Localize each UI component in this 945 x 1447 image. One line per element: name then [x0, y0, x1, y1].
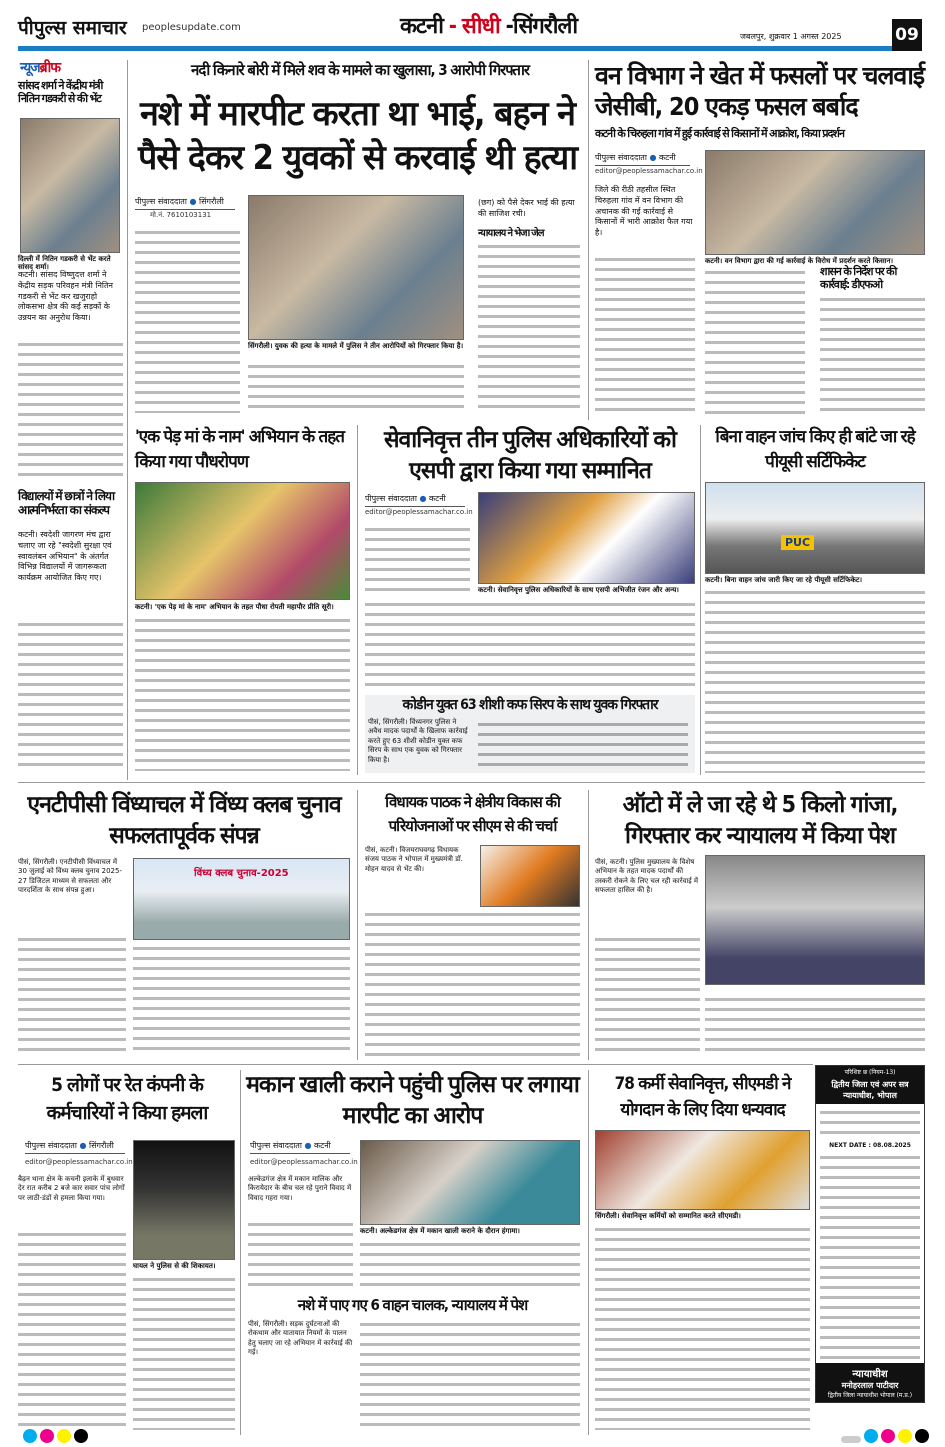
ntpc-body-2: [133, 944, 350, 1056]
forest-lede: जिले की रीठी तहसील स्थित चिरुहला गांव में वन विभाग की अचानक की गई कार्रवाई से किसानों में भारी आक्रोश फैल गया है।: [595, 185, 693, 238]
lead-lede: (छग) को पैसे देकर भाई की हत्या की साजिश रची।: [478, 198, 575, 218]
brief-label: [20, 60, 60, 76]
section-sidhi: सीधी: [461, 14, 500, 39]
ntpc-headline: एनटीपीसी विंध्याचल में विंध्य क्लब चुनाव सफलतापूर्वक संपन्न: [27, 792, 341, 850]
mla-photo: [480, 845, 580, 907]
place: सिंगरौली: [199, 197, 224, 206]
legal-notice: [815, 1065, 925, 1403]
section-katni: कटनी: [400, 14, 443, 39]
ganja-body-1: [595, 935, 700, 1055]
codeine-body: [478, 720, 688, 770]
house-byline: पीपुल्स संवाददाता ● कटनी: [250, 1140, 350, 1154]
tree-caption: कटनी। 'एक पेड़ मां के नाम' अभियान के तहत पौधा रोपती महापौर प्रीति सूरी।: [135, 603, 334, 611]
sand-body-2: [133, 1275, 235, 1430]
brief-lede: कटनी। सांसद विष्णुदत्त शर्मा ने केंद्रीय सड़क परिवहन मंत्री नितिन गडकरी से भेंट कर खजुराहो लोकसभा क्षेत्र की कई सड़कों के उन्नयन का अनुरोध किया।: [18, 270, 113, 323]
school-headline: विद्यालयों में छात्रों ने लिया आत्मनिर्भरता का संकल्प: [18, 489, 115, 517]
retire-body: [595, 1225, 810, 1430]
brief-headline: सांसद शर्मा ने केंद्रीय मंत्री नितिन गडकरी से की भेंट: [18, 79, 103, 105]
lead-byline: पीपुल्स संवाददाता ● सिंगरौली: [135, 196, 235, 210]
ganja-headline: ऑटो में ले जा रहे थे 5 किलो गांजा, गिरफ्तार कर न्यायालय में किया पेश: [622, 792, 898, 850]
byline: पीपुल्स संवाददाता: [135, 197, 187, 206]
retire-headline: 78 कर्मी सेवानिवृत्त, सीएमडी ने योगदान के लिए दिया धन्यवाद: [614, 1074, 791, 1120]
sand-caption: घायल ने पुलिस से की शिकायत।: [133, 1262, 216, 1270]
ntpc-lede: पीसं, सिंगरौली। एनटीपीसी विंध्याचल में 30 जुलाई को विंध्य क्लब चुनाव 2025-27 डिजिटल माध्यम से सफलता और पारदर्शिता के साथ संपन्न हुआ।: [18, 858, 122, 895]
ntpc-body-1: [18, 935, 126, 1055]
ntpc-photo: [133, 858, 350, 940]
ntpc-banner: विंध्य क्लब चुनाव-2025: [194, 868, 289, 879]
forest-caption: कटनी। वन विभाग द्वारा की गई कार्रवाई के विरोध में प्रदर्शन करते किसान।: [705, 257, 894, 265]
puc-caption: कटनी। बिना वाहन जांच जारी किए जा रहे पीयूसी सर्टिफिकेट।: [705, 576, 863, 584]
header-rule: [18, 46, 892, 51]
lead-body-2: [248, 362, 464, 414]
drunk-lede: पीसं, सिंगरौली। सड़क दुर्घटनाओं की रोकथाम और यातायात नियमों के पालन हेतु चलाए जा रहे अभियान में कार्रवाई की गई।: [248, 1320, 353, 1357]
forest-headline: वन विभाग ने खेत में फसलों पर चलवाई जेसीबी, 20 एकड़ फसल बर्बाद: [595, 61, 925, 122]
codeine-headline: कोडीन युक्त 63 शीशी कफ सिरप के साथ युवक गिरफ्तार: [402, 697, 658, 713]
codeine-lede: पीसं, सिंगरौली। विंध्यनगर पुलिस ने अवैध मादक पदार्थों के खिलाफ कार्रवाई करते हुए 63 शीशी कोडीन युक्त कफ सिरप के साथ एक युवक को गिरफ्तार किया है।: [368, 718, 468, 764]
lead-caption: सिंगरौली। युवक की हत्या के मामले में पुलिस ने तीन आरोपियों को गिरफ्तार किया है।: [248, 342, 464, 350]
forest-photo: [705, 150, 925, 255]
tree-headline: 'एक पेड़ मां के नाम' अभियान के तहत किया गया पौधरोपण: [135, 427, 344, 472]
puc-headline: बिना वाहन जांच किए ही बांटे जा रहे पीयूसी सर्टिफिकेट: [715, 427, 915, 472]
website[interactable]: peoplesupdate.com: [142, 22, 241, 33]
puc-body: [705, 588, 925, 773]
police-photo: [478, 492, 695, 584]
school-lede: कटनी। स्वदेशी जागरण मंच द्वारा चलाए जा रहे "स्वदेशी सुरक्षा एवं स्वावलंबन अभियान" के अंतर्गत विभिन्न विद्यालयों में जागरूकता कार्यक्रम आयोजित किए गए।: [18, 530, 112, 583]
puc-sign: PUC: [781, 535, 814, 550]
date: जबलपुर, शुक्रवार 1 अगस्त 2025: [740, 32, 842, 41]
ganja-lede: पीसं, कटनी। पुलिस मुख्यालय के विशेष अभियान के तहत मादक पदार्थों की तस्करी रोकने के लिए चल रही कार्रवाई में सफलता हासिल की है।: [595, 858, 699, 895]
place: कटनी: [429, 494, 446, 503]
house-lede: अल्केडगंज क्षेत्र में मकान मालिक और किरायेदार के बीच चल रहे पुराने विवाद में विवाद गहरा गया।: [248, 1175, 352, 1202]
police-caption: कटनी। सेवानिवृत्त पुलिस अधिकारियों के साथ एसपी अभिजीत रंजन और अन्य।: [478, 586, 679, 594]
sand-headline: 5 लोगों पर रेत कंपनी के कर्मचारियों ने किया हमला: [46, 1074, 208, 1124]
house-photo: [360, 1140, 580, 1225]
color-registration-marks-left: [20, 1428, 88, 1447]
police-body-1: [365, 525, 470, 595]
sand-byline: पीपुल्स संवाददाता ● सिंगरौली: [25, 1140, 125, 1154]
brief-caption: दिल्ली में नितिन गडकरी से भेंट करते सांसद शर्मा।: [18, 255, 111, 272]
lead-subhead: न्यायालय ने भेजा जेल: [478, 228, 544, 239]
drunk-body: [360, 1320, 580, 1430]
forest-byline: पीपुल्स संवाददाता ● कटनी: [595, 152, 690, 166]
police-body-2: [365, 600, 695, 688]
house-headline: मकान खाली कराने पहुंची पुलिस पर लगाया मारपीट का आरोप: [246, 1072, 579, 1130]
place: सिंगरौली: [89, 1141, 114, 1150]
page-number: 09: [892, 19, 922, 51]
section-singrauli: सिंगरौली: [512, 14, 578, 39]
ganja-photo: [705, 855, 925, 985]
brief-photo: [20, 118, 120, 253]
brief-label-a: न्यूज: [20, 60, 40, 76]
byline: पीपुल्स संवाददाता: [595, 153, 647, 162]
forest-body-3: [820, 295, 925, 415]
forest-body-2: [705, 268, 805, 415]
notice-top: परिशिष्ट छ (नियम-13): [816, 1066, 924, 1078]
forest-email[interactable]: editor@peoplessamachar.co.in: [595, 167, 703, 175]
forest-subhead: कटनी के चिरुहला गांव में हुई कार्रवाई से किसानों में आक्रोश, किया प्रदर्शन: [595, 127, 844, 140]
byline: पीपुल्स संवाददाता: [25, 1141, 77, 1150]
house-email[interactable]: editor@peoplessamachar.co.in: [250, 1158, 358, 1166]
police-headline: सेवानिवृत्त तीन पुलिस अधिकारियों को एसपी द्वारा किया गया सम्मानित: [383, 427, 677, 485]
lead-kicker: नदी किनारे बोरी में मिले शव के मामले का खुलासा, 3 आरोपी गिरफ्तार: [191, 61, 529, 79]
forest-body-1: [595, 255, 695, 415]
section-title: [400, 14, 577, 39]
logo: पीपुल्स समाचार: [18, 17, 127, 39]
mla-headline: विधायक पाठक ने क्षेत्रीय विकास की परियोजनाओं पर सीएम से की चर्चा: [385, 793, 560, 835]
lead-headline: नशे में मारपीट करता था भाई, बहन ने पैसे देकर 2 युवकों से करवाई थी हत्या: [137, 94, 578, 179]
sep: -: [442, 14, 462, 39]
school-body: [18, 620, 123, 770]
notice-court: द्वितीय जिला एवं अपर सत्र न्यायाधीश, भोपाल: [816, 1078, 924, 1104]
lead-photo: [248, 195, 464, 340]
tree-photo: [135, 482, 350, 600]
judge-name: मनोहरलाल पाटीदार: [841, 1381, 899, 1390]
forest-side-head: शासन के निर्देश पर की कार्रवाई: डीएफओ: [820, 265, 897, 291]
lead-body-1: [135, 228, 240, 413]
sand-email[interactable]: editor@peoplessamachar.co.in: [25, 1158, 133, 1166]
house-body-2: [360, 1240, 580, 1292]
police-email[interactable]: editor@peoplessamachar.co.in: [365, 508, 473, 516]
byline: पीपुल्स संवाददाता: [365, 494, 417, 503]
brief-body: [18, 340, 123, 480]
lead-body-3: [478, 242, 580, 414]
byline: पीपुल्स संवाददाता: [250, 1141, 302, 1150]
place: कटनी: [659, 153, 676, 162]
place: कटनी: [314, 1141, 331, 1150]
sep: -: [499, 14, 513, 39]
mla-body: [365, 910, 580, 1058]
drunk-headline: नशे में पाए गए 6 वाहन चालक, न्यायालय में पेश: [297, 1296, 528, 1314]
judge-title: न्यायाधीश: [852, 1369, 888, 1380]
house-caption: कटनी। अल्केडगंज क्षेत्र में मकान खाली कराने के दौरान हंगामा।: [360, 1227, 520, 1235]
brief-label-b: ब्रीफ: [39, 60, 61, 76]
house-body-1: [248, 1220, 353, 1292]
retire-caption: सिंगरौली। सेवानिवृत्त कर्मियों को सम्मानित करते सीएमडी।: [595, 1212, 741, 1220]
sand-lede: बैढ़न थाना क्षेत्र के कचनी इलाके में बुधवार देर रात करीब 2 बजे कार सवार पांच लोगों पर लाठी-डंडों से हमला किया गया।: [18, 1175, 125, 1202]
lead-mobile: मो.नं. 7610103131: [150, 211, 212, 219]
retire-photo: [595, 1130, 810, 1210]
color-registration-marks: [838, 1428, 929, 1447]
puc-photo: [705, 482, 925, 574]
tree-body: [135, 616, 350, 771]
sand-body-1: [18, 1230, 126, 1430]
police-byline: पीपुल्स संवाददाता ● कटनी: [365, 493, 465, 507]
ganja-body-2: [705, 995, 925, 1055]
mla-lede: पीसं, कटनी। विजयराघवगढ़ विधायक संजय पाठक ने भोपाल में मुख्यमंत्री डॉ. मोहन यादव से भेंट की।: [365, 846, 463, 873]
notice-next-date: NEXT DATE : 08.08.2025: [829, 1142, 911, 1149]
judge-court: द्वितीय जिला न्यायाधीश भोपाल (म.प्र.): [827, 1392, 913, 1399]
sand-photo: [133, 1140, 235, 1260]
